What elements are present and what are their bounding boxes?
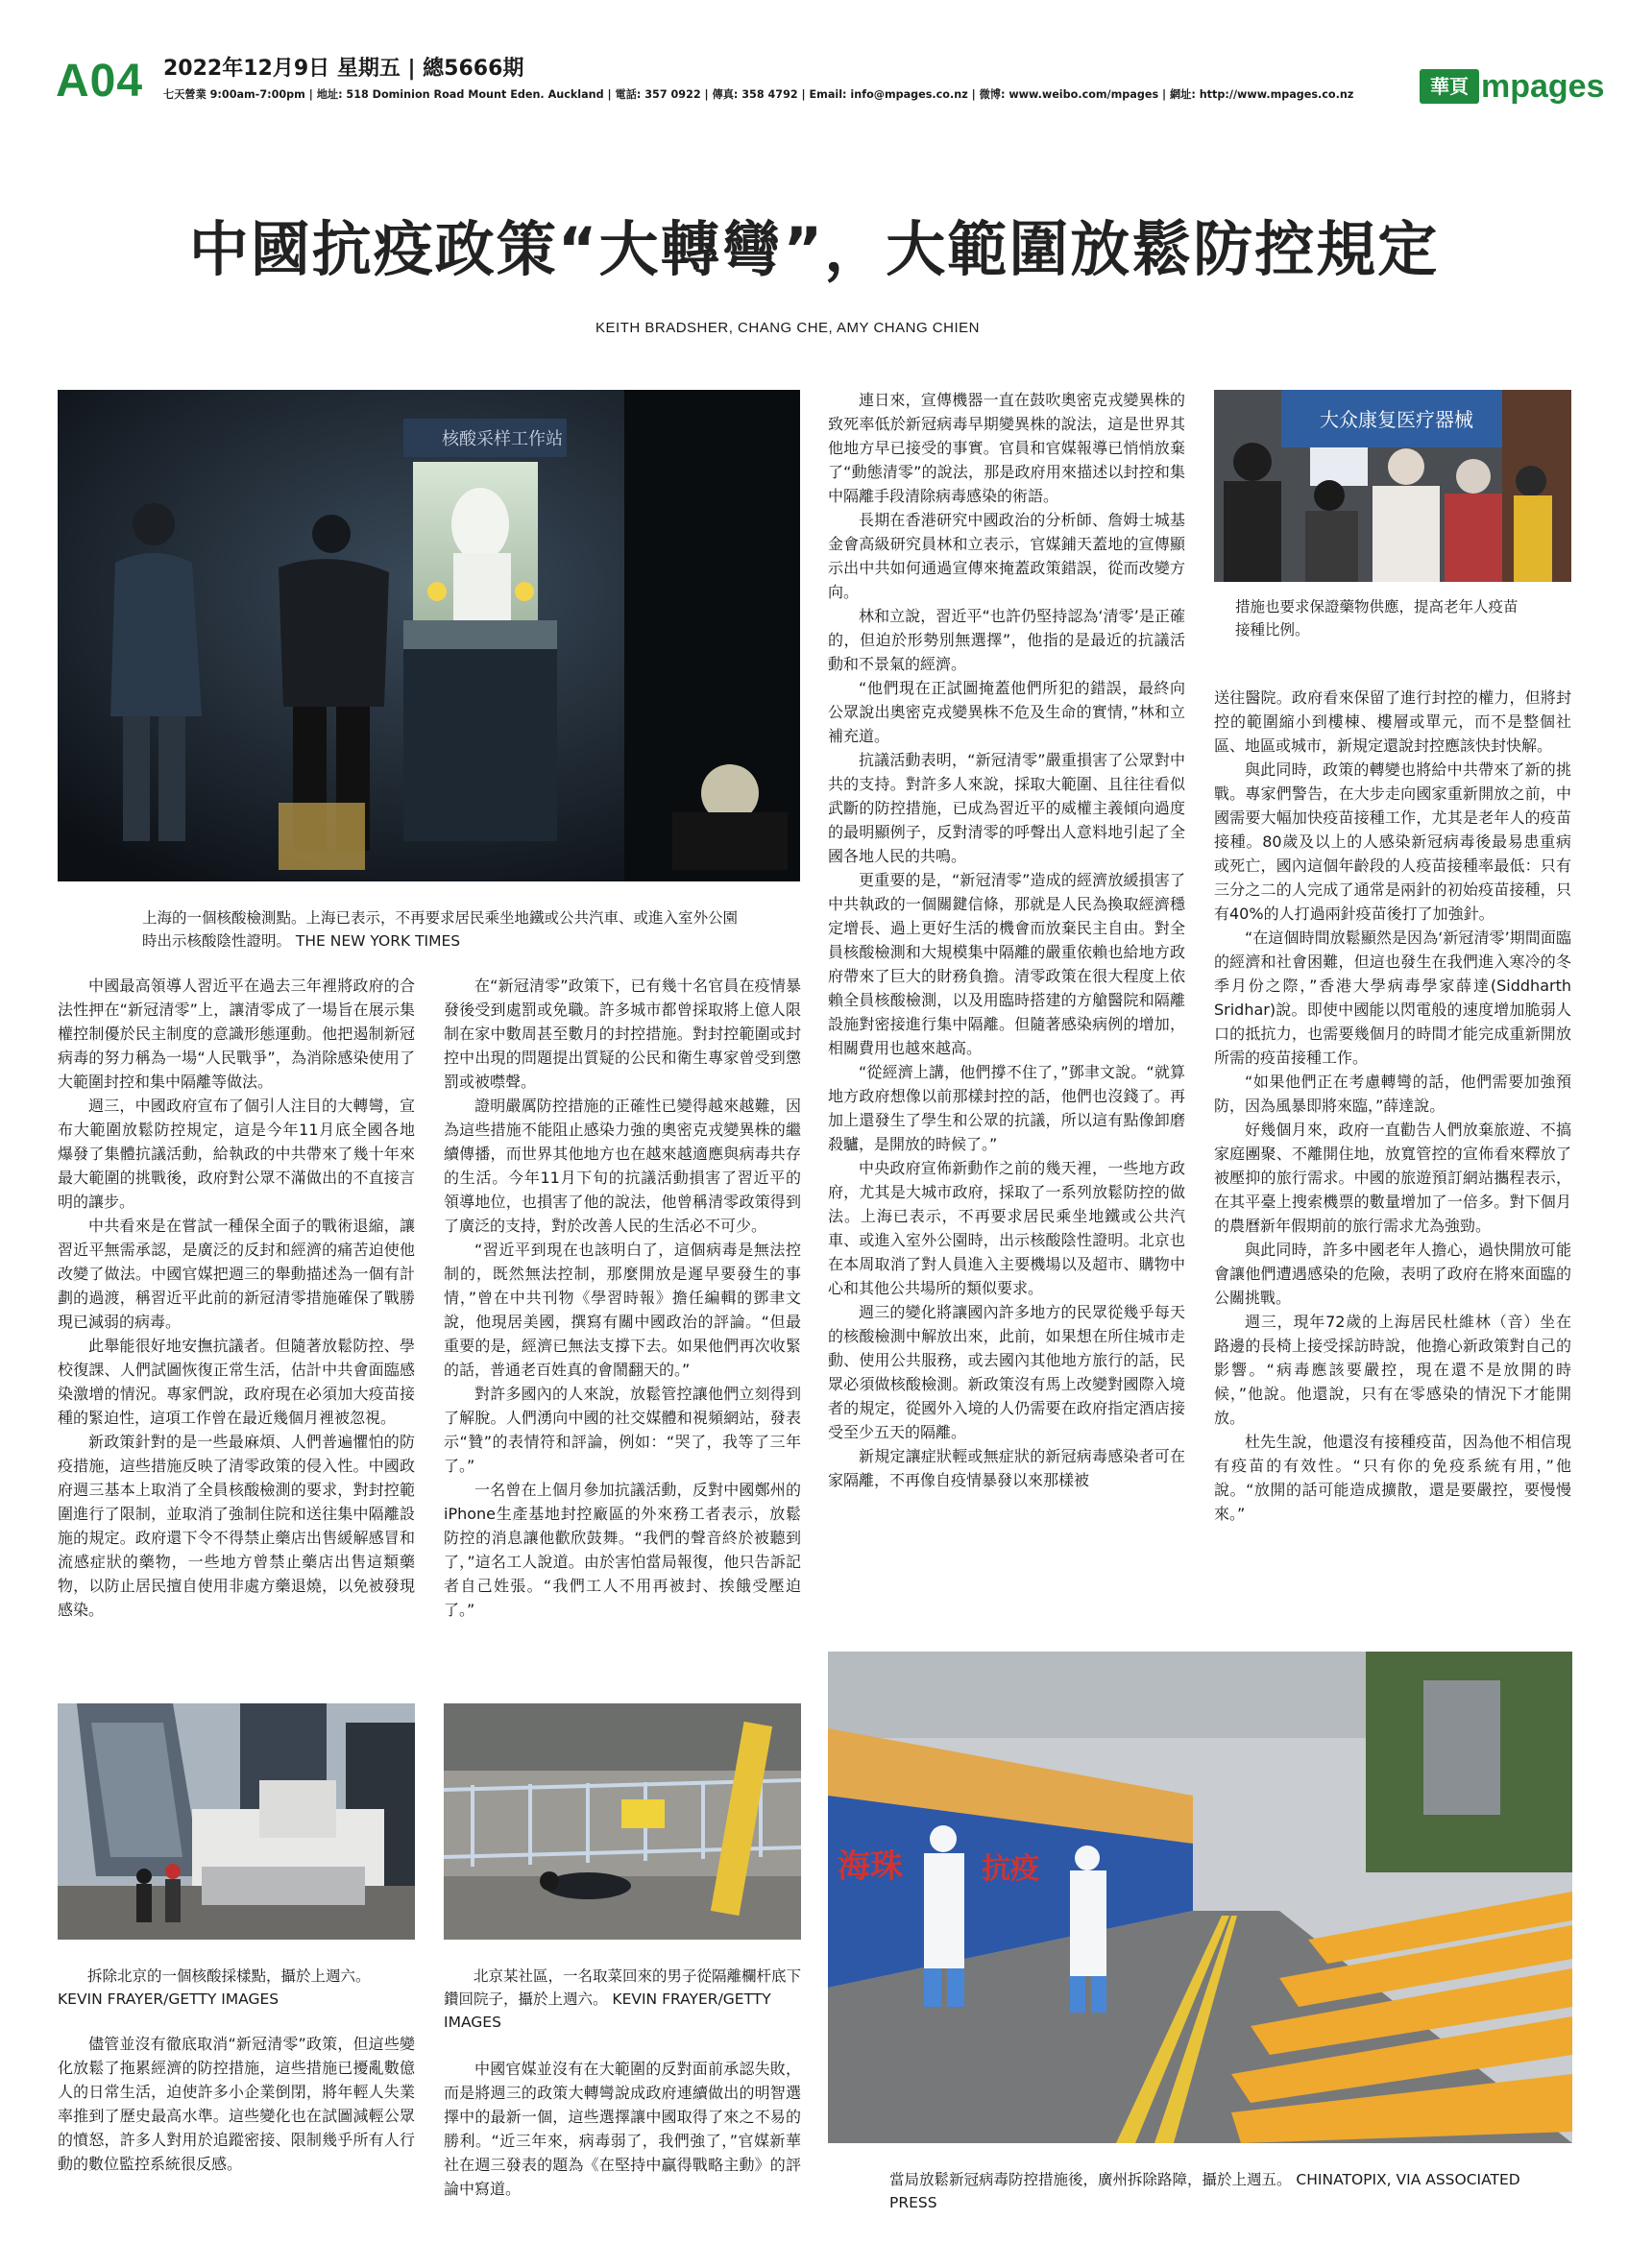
- paragraph: 新規定讓症狀輕或無症狀的新冠病毒感染者可在家隔離，不再像自疫情暴發以來那樣被: [828, 1447, 1185, 1489]
- paragraph: 中國最高領導人習近平在過去三年裡將政府的合法性押在“新冠清零”上，讓清零成了一場旨在展示集權控制優於民主制度的意識形態運動。他把遏制新冠病毒的努力稱為一場“人民戰爭”，為消除感染使用了大範圍封控和集中隔離等做法。: [58, 977, 415, 1091]
- paragraph: 週三，中國政府宣布了個引人注目的大轉彎，宣布大範圍放鬆防控規定，這是今年11月底全國各地爆發了集體抗議活動，給執政的中共帶來了幾十年來最大範圍的挑戰後，政府對公眾不滿做出的不直接言明的讓步。: [58, 1097, 415, 1211]
- page-number: A04: [56, 56, 144, 107]
- paragraph: 送往醫院。政府看來保留了進行封控的權力，但將封控的範圍縮小到樓棟、樓層或單元，而不是整個社區、地區或城市，新規定還說封控應該快封快解。: [1214, 688, 1571, 755]
- article-column-3: [828, 388, 1185, 1492]
- paragraph: 與此同時，政策的轉變也將給中共帶來了新的挑戰。專家們警告，在大步走向國家重新開放之前，中國需要大幅加快疫苗接種工作，尤其是老年人的疫苗接種。80歲及以上的人感染新冠病毒後最易患重病或死亡，國內這個年齡段的人疫苗接種率最低：只有三分之二的人完成了通常是兩針的初始疫苗接種，只有40%的人打過兩針疫苗後打了加強針。: [1214, 760, 1571, 923]
- paragraph: 連日來，宣傳機器一直在鼓吹奧密克戎變異株的致死率低於新冠病毒早期變異株的說法，這是世界其他地方早已接受的事實。官員和官媒報導已悄悄放棄了“動態清零”的說法，那是政府用來描述以封控和集中隔離手段清除病毒感染的術語。: [828, 391, 1185, 505]
- article-column-2: [444, 974, 801, 1622]
- booth-sign: 核酸采样工作站: [442, 429, 563, 449]
- paragraph: 更重要的是，“新冠清零”造成的經濟放緩損害了中共執政的一個關鍵信條，那就是人民為換取經濟穩定增長、過上更好生活的機會而放棄民主自由。對全員核酸檢測和大規模集中隔離的嚴重依賴也給地方政府帶來了巨大的財務負擔。清零政策在很大程度上依賴全員核酸檢測，以及用臨時搭建的方艙醫院和隔離設施對密接進行集中隔離。但隨著感染病例的增加，相關費用也越來越高。: [828, 871, 1185, 1057]
- paragraph: “習近平到現在也該明白了，這個病毒是無法控制的，既然無法控制，那麼開放是遲早要發生的事情，”曾在中共刊物《學習時報》擔任編輯的鄧聿文說，他現居美國，撰寫有關中國政治的評論。“但最重要的是，經濟已無法支撐下去。如果他們再次收緊的話，普通老百姓真的會鬧翻天的。”: [444, 1241, 801, 1379]
- photo-testing-booth: [58, 390, 800, 881]
- paragraph: 對許多國內的人來說，放鬆管控讓他們立刻得到了解脫。人們湧向中國的社交媒體和視頻網站，發表示“贊”的表情符和評論，例如：“哭了，我等了三年了。”: [444, 1385, 801, 1475]
- headline: 中國抗疫政策“大轉彎”，大範圍放鬆防控規定: [188, 214, 1440, 284]
- paragraph: 此舉能很好地安撫抗議者。但隨著放鬆防控、學校復課、人們試圖恢復正常生活，估計中共會面臨感染激增的情況。專家們說，政府現在必須加大疫苗接種的緊迫性，這項工作曾在最近幾個月裡被忽視。: [58, 1337, 415, 1427]
- photo2-caption: 措施也要求保證藥物供應，提高老年人疫苗接種比例。: [1235, 598, 1519, 639]
- photo-booth-removal: [58, 1703, 415, 1940]
- paragraph: 證明嚴厲防控措施的正確性已變得越來越難，因為這些措施不能阻止感染力強的奧密克戎變異株的繼續傳播，而世界其他地方也在越來越適應與病毒共存的生活。今年11月下旬的抗議活動損害了習近平的領導地位，也損害了他的說法，他曾稱清零政策得到了廣泛的支持，對於改善人民的生活必不可少。: [444, 1097, 801, 1235]
- byline: KEITH BRADSHER, CHANG CHE, AMY CHANG CHIEN: [595, 320, 980, 336]
- wall-text-right: 抗疫: [982, 1852, 1039, 1886]
- wall-text-left: 海珠: [838, 1847, 903, 1886]
- paragraph: “如果他們正在考慮轉彎的話，他們需要加強預防，因為風暴即將來臨，”薛達說。: [1214, 1073, 1571, 1115]
- paragraph: 在“新冠清零”政策下，已有幾十名官員在疫情暴發後受到處罰或免職。許多城市都曾採取將上億人限制在家中數周甚至數月的封控措施。對封控範圍或封控中出現的問題提出質疑的公民和衛生專家曾受到懲罰或被噤聲。: [444, 977, 801, 1091]
- article-column-4: [1214, 686, 1571, 1526]
- contact-info: 七天營業 9:00am-7:00pm | 地址: 518 Dominion Road Mount Eden. Auckland | 電話: 357 0922 | 傳真: 358 4792 | Email: info@mpages.co.nz | 微博: www.weibo.com/mpages | 網址: http://www.mpages.co.nz: [163, 88, 1354, 101]
- photo-barrier: [444, 1703, 801, 1940]
- paragraph: 新政策針對的是一些最麻煩、人們普遍懼怕的防疫措施，這些措施反映了清零政策的侵入性。中國政府週三基本上取消了全員核酸檢測的要求，對封控範圍進行了限制，並取消了強制住院和送往集中隔離設施的規定。政府還下令不得禁止藥店出售緩解感冒和流感症狀的藥物，一些地方曾禁止藥店出售這類藥物，以防止居民擅自使用非處方藥退燒，以免被發現感染。: [58, 1433, 415, 1619]
- photo-guangzhou-street: [828, 1652, 1572, 2143]
- paragraph: 中央政府宣佈新動作之前的幾天裡，一些地方政府，尤其是大城市政府，採取了一系列放鬆防控的做法。上海已表示，不再要求居民乘坐地鐵或公共汽車、或進入室外公園時，出示核酸陰性證明。北京也在本周取消了對人員進入主要機場以及超市、購物中心和其他公共場所的類似要求。: [828, 1159, 1185, 1297]
- paragraph: 林和立說，習近平“也許仍堅持認為‘清零’是正確的，但迫於形勢別無選擇”，他指的是最近的抗議活動和不景氣的經濟。: [828, 607, 1185, 673]
- logo-mark: 華頁: [1420, 69, 1479, 104]
- paragraph: 與此同時，許多中國老年人擔心，過快開放可能會讓他們遭遇感染的危險，表明了政府在將來面臨的公關挑戰。: [1214, 1241, 1571, 1307]
- photo4-caption: 北京某社區，一名取菜回來的男子從隔離欄杆底下鑽回院子，攝於上週六。 KEVIN FRAYER/GETTY IMAGES: [444, 1967, 802, 2031]
- paragraph: 週三，現年72歲的上海居民杜維林（音）坐在路邊的長椅上接受採訪時說，他擔心新政策對自己的影響。“病毒應該要嚴控，現在還不是放開的時候，”他說。他還說，只有在零感染的情況下才能開放。: [1214, 1313, 1571, 1427]
- paragraph: 抗議活動表明，“新冠清零”嚴重損害了公眾對中共的支持。對許多人來說，採取大範圍、且往往看似武斷的防控措施，已成為習近平的威權主義傾向過度的最明顯例子，反對清零的呼聲出人意料地引起了全國各地人民的共鳴。: [828, 751, 1185, 865]
- paragraph: 好幾個月來，政府一直勸告人們放棄旅遊、不搞家庭團聚、不離開住地，放寬管控的宣佈看來釋放了被壓抑的旅行需求。中國的旅遊預訂網站攜程表示，在其平臺上搜索機票的數量增加了一倍多。對下個月的農曆新年假期前的旅行需求尤為強勁。: [1214, 1121, 1571, 1235]
- photo3-caption: 拆除北京的一個核酸採樣點，攝於上週六。 KEVIN FRAYER/GETTY IMAGES: [58, 1967, 371, 2008]
- paragraph: 儘管並沒有徹底取消“新冠清零”政策，但這些變化放鬆了拖累經濟的防控措施，這些措施已擾亂數億人的日常生活，迫使許多小企業倒閉，將年輕人失業率推到了歷史最高水準。這些變化也在試圖減輕公眾的憤怒，許多人對用於追蹤密接、限制幾乎所有人行動的數位監控系統很反感。: [58, 2035, 415, 2173]
- paragraph: 中國官媒並沒有在大範圍的反對面前承認失敗，而是將週三的政策大轉彎說成政府連續做出的明智選擇中的最新一個，這些選擇讓中國取得了來之不易的勝利。“近三年來，病毒弱了，我們強了，”官媒新華社在週三發表的題為《在堅持中贏得戰略主動》的評論中寫道。: [444, 2060, 801, 2198]
- shop-sign: 大众康复医疗器械: [1320, 408, 1473, 431]
- photo-medicine-crowd: [1214, 390, 1571, 582]
- paragraph: 杜先生說，他還沒有接種疫苗，因為他不相信現有疫苗的有效性。“只有你的免疫系統有用，”他說。“放開的話可能造成擴散，還是要嚴控，要慢慢來。”: [1214, 1433, 1571, 1523]
- logo-wordmark: mpages: [1481, 68, 1605, 105]
- photo5-caption: 當局放鬆新冠病毒防控措施後，廣州拆除路障，攝於上週五。 CHINATOPIX, VIA ASSOCIATED PRESS: [889, 2171, 1520, 2211]
- paragraph: “他們現在正試圖掩蓋他們所犯的錯誤，最終向公眾說出奧密克戎變異株不危及生命的實情，”林和立補充道。: [828, 679, 1185, 745]
- paragraph: “在這個時間放鬆顯然是因為‘新冠清零’期間面臨的經濟和社會困難，但這也發生在我們進入寒冷的冬季月份之際，”香港大學病毒學家薛達(Siddharth Sridhar)說。即使中國能以閃電般的速度增加脆弱人口的抵抗力，也需要幾個月的時間才能完成重新開放所需的疫苗接種工作。: [1214, 929, 1571, 1067]
- issue-date: 2022年12月9日 星期五 | 總5666期: [163, 57, 524, 81]
- paragraph: 長期在香港研究中國政治的分析師、詹姆士城基金會高級研究員林和立表示，官媒鋪天蓋地的宣傳顯示出中共如何通過宣傳來掩蓋政策錯誤，從而改變方向。: [828, 511, 1185, 601]
- article-column-1: [58, 974, 415, 1622]
- paragraph: 一名曾在上個月參加抗議活動，反對中國鄭州的iPhone生產基地封控廠區的外來務工者表示，放鬆防控的消息讓他歡欣鼓舞。“我們的聲音終於被聽到了，”這名工人說道。由於害怕當局報復，他只告訴記者自己姓張。“我們工人不用再被封、挨餓受壓迫了。”: [444, 1481, 801, 1619]
- paragraph: 中共看來是在嘗試一種保全面子的戰術退縮，讓習近平無需承認，是廣泛的反封和經濟的痛苦迫使他改變了做法。中國官媒把週三的舉動描述為一個有計劃的過渡，稱習近平此前的新冠清零措施確保了戰勝現已減弱的病毒。: [58, 1217, 415, 1331]
- article-column-5: [58, 2032, 415, 2176]
- paragraph: “從經濟上講，他們撐不住了，”鄧聿文說。“就算地方政府想像以前那樣封控的話，他們也沒錢了。再加上還發生了學生和公眾的抗議，所以這有點像卸磨殺驢，是開放的時候了。”: [828, 1063, 1185, 1153]
- photo1-caption: 上海的一個核酸檢測點。上海已表示，不再要求居民乘坐地鐵或公共汽車、或進入室外公園時出示核酸陰性證明。 THE NEW YORK TIMES: [142, 909, 739, 950]
- publisher-logo[interactable]: [1420, 63, 1605, 109]
- article-column-6: [444, 2057, 801, 2201]
- paragraph: 週三的變化將讓國內許多地方的民眾從幾乎每天的核酸檢測中解放出來，此前，如果想在所住城市走動、使用公共服務，或去國內其他地方旅行的話，民眾必須做核酸檢測。新政策沒有馬上改變對國際入境者的規定，從國外入境的人仍需要在政府指定酒店接受至少五天的隔離。: [828, 1303, 1185, 1441]
